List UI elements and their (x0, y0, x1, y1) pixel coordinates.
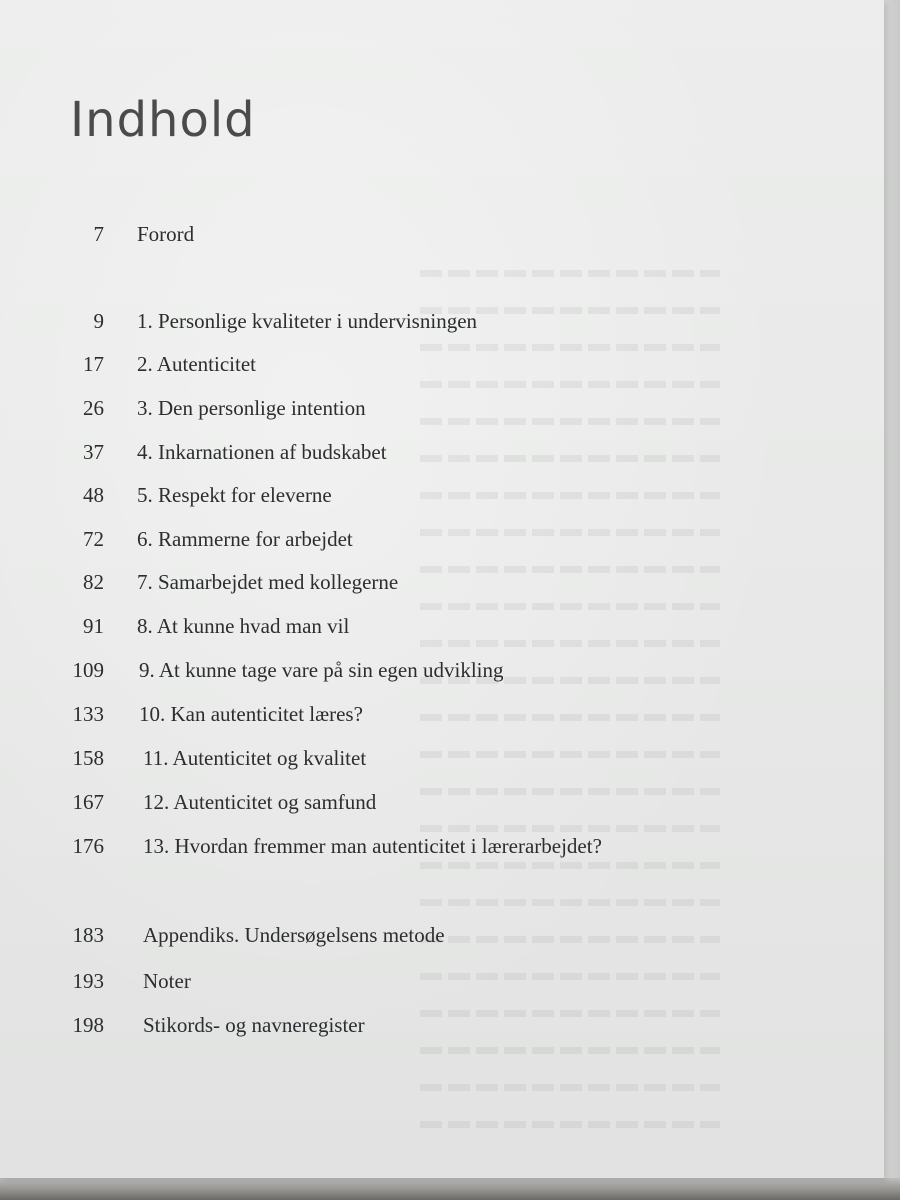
toc-entry-title: 11. Autenticitet og kvalitet (143, 746, 367, 770)
toc-page-number: 37 (83, 440, 104, 464)
toc-entry-title: 10. Kan autenticitet læres? (139, 702, 363, 726)
toc-entry-title: Stikords- og navneregister (143, 1013, 365, 1037)
toc-entry-title: 6. Rammerne for arbejdet (137, 527, 353, 551)
toc-page-number: 193 (72, 969, 104, 993)
toc-page-number: 26 (83, 396, 104, 420)
toc-entry-title: 2. Autenticitet (137, 352, 256, 376)
page-edge-bottom (0, 1178, 900, 1200)
toc-page-number: 9 (93, 309, 104, 333)
toc-entry (0, 786, 884, 818)
page-edge-right (884, 0, 900, 1200)
toc-page-number: 7 (93, 222, 104, 246)
toc-entry (0, 305, 884, 337)
toc-entry (0, 1009, 884, 1041)
toc-entry (0, 919, 884, 951)
toc-page-number: 198 (72, 1013, 104, 1037)
toc-page-number: 91 (83, 614, 104, 638)
toc-entry (0, 654, 884, 686)
toc-entry-title: 5. Respekt for eleverne (137, 483, 332, 507)
toc-page-number: 133 (72, 702, 104, 726)
toc-entry (0, 965, 884, 997)
page-title: Indhold (70, 92, 256, 148)
toc-entry-title: Appendiks. Undersøgelsens metode (143, 923, 445, 947)
toc-entry-title: 3. Den personlige intention (137, 396, 366, 420)
toc-entry-title: 7. Samarbejdet med kollegerne (137, 570, 399, 594)
toc-page-number: 183 (72, 923, 104, 947)
toc-entry (0, 523, 884, 555)
toc-page-number: 82 (83, 570, 104, 594)
toc-entry (0, 479, 884, 511)
toc-entry-title: 12. Autenticitet og samfund (143, 790, 377, 814)
toc-entry-title: 4. Inkarnationen af budskabet (137, 440, 387, 464)
toc-page-number: 48 (83, 483, 104, 507)
toc-page-number: 167 (72, 790, 104, 814)
toc-entry (0, 436, 884, 468)
toc-entry (0, 830, 884, 862)
toc-entry-title: Forord (137, 222, 195, 246)
toc-entry-title: Noter (143, 969, 191, 993)
toc-entry (0, 610, 884, 642)
toc-entry-title: 8. At kunne hvad man vil (137, 614, 350, 638)
toc-entry (0, 392, 884, 424)
toc-entry (0, 742, 884, 774)
toc-entry (0, 348, 884, 380)
toc-page-number: 17 (83, 352, 104, 376)
toc-entry (0, 698, 884, 730)
toc-page-number: 158 (72, 746, 104, 770)
toc-entry-title: 9. At kunne tage vare på sin egen udvikling (139, 658, 504, 682)
toc-entry-title: 13. Hvordan fremmer man autenticitet i lærerarbejdet? (143, 834, 602, 858)
toc-entry-title: 1. Personlige kvaliteter i undervisningen (137, 309, 478, 333)
toc-entry (0, 566, 884, 598)
toc-page-number: 72 (83, 527, 104, 551)
toc-entry (0, 218, 884, 250)
toc-page-number: 176 (72, 834, 104, 858)
toc-page-number: 109 (72, 658, 104, 682)
